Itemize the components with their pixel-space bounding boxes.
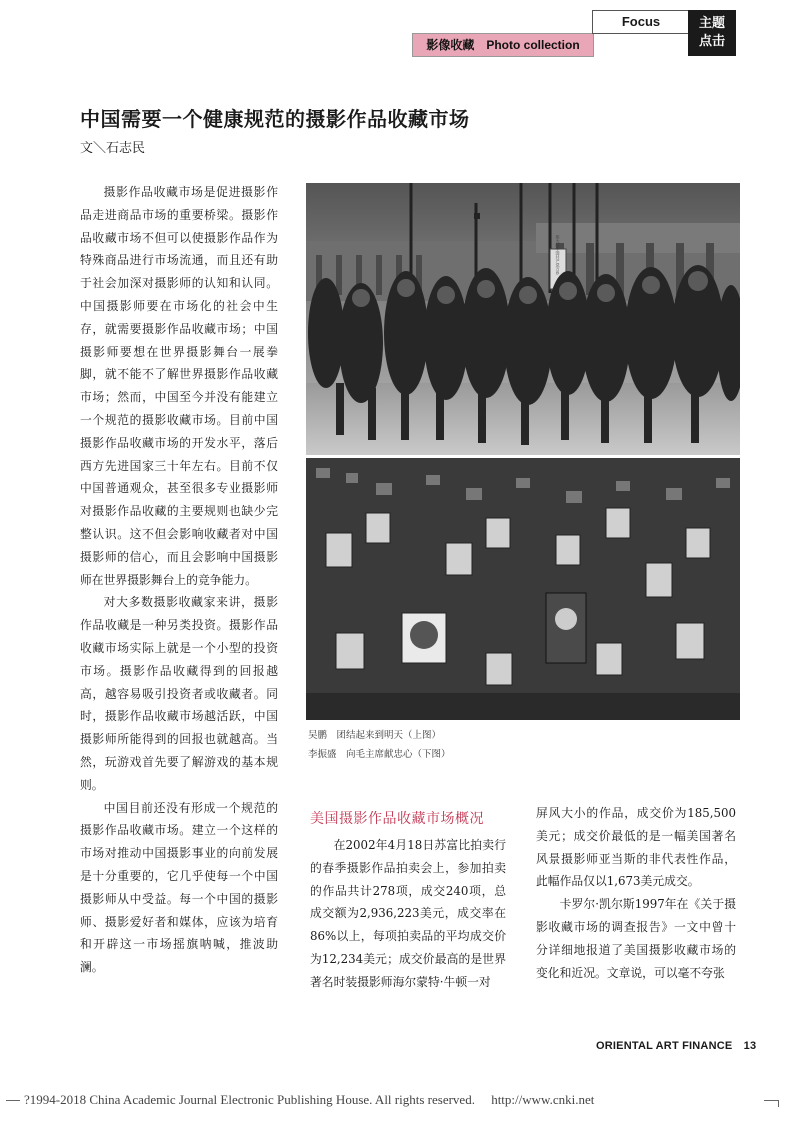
paragraph: 屏风大小的作品，成交价为185,500美元；成交价最低的是一幅美国著名风景摄影师亚当斯的非代表性作品，此幅作品仅以1,673美元成交。 [536,806,736,889]
banner-text: 伟大的中国共产党万岁 [555,235,561,275]
header-divider [592,33,688,56]
focus-label: Focus [592,10,689,34]
photo-illustrations [306,183,740,773]
top-photo [306,183,740,455]
right-column [536,802,736,984]
paragraph: 摄影作品收藏市场是促进摄影作品走进商品市场的重要桥梁。摄影作品收藏市场不但可以使摄影作品作为特殊商品进行市场流通，而且还有助于社会加深对摄影师的认知和认同。中国摄影师要在市场化的社会中生存，就需要摄影作品收藏市场；中国摄影师要想在世界摄影舞台一展拳脚，就不能不了解世界摄影作品收藏市场；然而，中国至今并没有能建立一个规范的摄影收藏市场。目前中国摄影作品收藏市场的开发水平，落后西方先进国家三十年左右。目前不仅中国普通观众，甚至很多专业摄影师对摄影作品收藏的主要规则也缺少完整认识。这不但会影响收藏者对中国摄影师的信心，而且会影响中国摄影师在世界摄影舞台上的竞争能力。 [80,185,278,587]
middle-column [310,834,506,994]
photo-panel [306,183,740,773]
left-column [80,181,278,979]
topic-badge-line1: 主题 [698,16,725,31]
caption-bottom: 李振盛 向毛主席献忠心（下图） [308,749,451,760]
article-byline: 文＼石志民 [80,141,146,156]
paragraph: 在2002年4月18日苏富比拍卖行的春季摄影作品拍卖会上，参加拍卖的作品共计278项，成交240项，总成交额为2,936,223美元，成交率在86%以上，每项拍卖品的平均成交价为12,234美元；成交价最高的是世界著名时装摄影师海尔蒙特·牛顿一对 [310,838,506,989]
paragraph: 对大多数摄影收藏家来讲，摄影作品收藏是一种另类投资。摄影作品收藏市场实际上就是一个小型的投资市场。摄影作品收藏得到的回报越高，越容易吸引投资者或收藏者。同时，摄影作品收藏市场越活跃，中国摄影师所能得到的回报也就越高。当然，玩游戏首先要了解游戏的基本规则。 [80,595,278,792]
paragraph: 卡罗尔·凯尔斯1997年在《关于摄影收藏市场的调查报告》一文中曾十分详细地报道了美国摄影收藏市场的变化和近况。文章说，可以毫不夸张 [536,897,736,980]
crop-mark-right [764,1100,779,1107]
page-footer [596,1040,756,1052]
topic-badge-line2: 点击 [698,34,725,49]
section-tab: 影像收藏 Photo collection [412,33,594,57]
topic-badge [688,10,736,56]
section-subheading: 美国摄影作品收藏市场概况 [310,811,484,827]
article-title: 中国需要一个健康规范的摄影作品收藏市场 [80,107,470,131]
journal-name: ORIENTAL ART FINANCE [596,1040,733,1052]
caption-top: 吴鹏 团结起来到明天（上图） [308,730,442,741]
copyright-line: ?1994-2018 China Academic Journal Electronic Publishing House. All rights reserved. http://www.cnki.net [24,1092,595,1107]
bottom-photo [306,458,740,720]
paragraph: 中国目前还没有形成一个规范的摄影作品收藏市场。建立一个这样的市场对推动中国摄影事业的向前发展是十分重要的，它几乎使每一个中国摄影师从中受益。每一个中国的摄影师、摄影爱好者和媒体，应该为培育和开辟这一市场摇旗呐喊，推波助澜。 [80,800,278,975]
page-number: 13 [743,1040,757,1052]
crop-mark-left [6,1100,20,1101]
